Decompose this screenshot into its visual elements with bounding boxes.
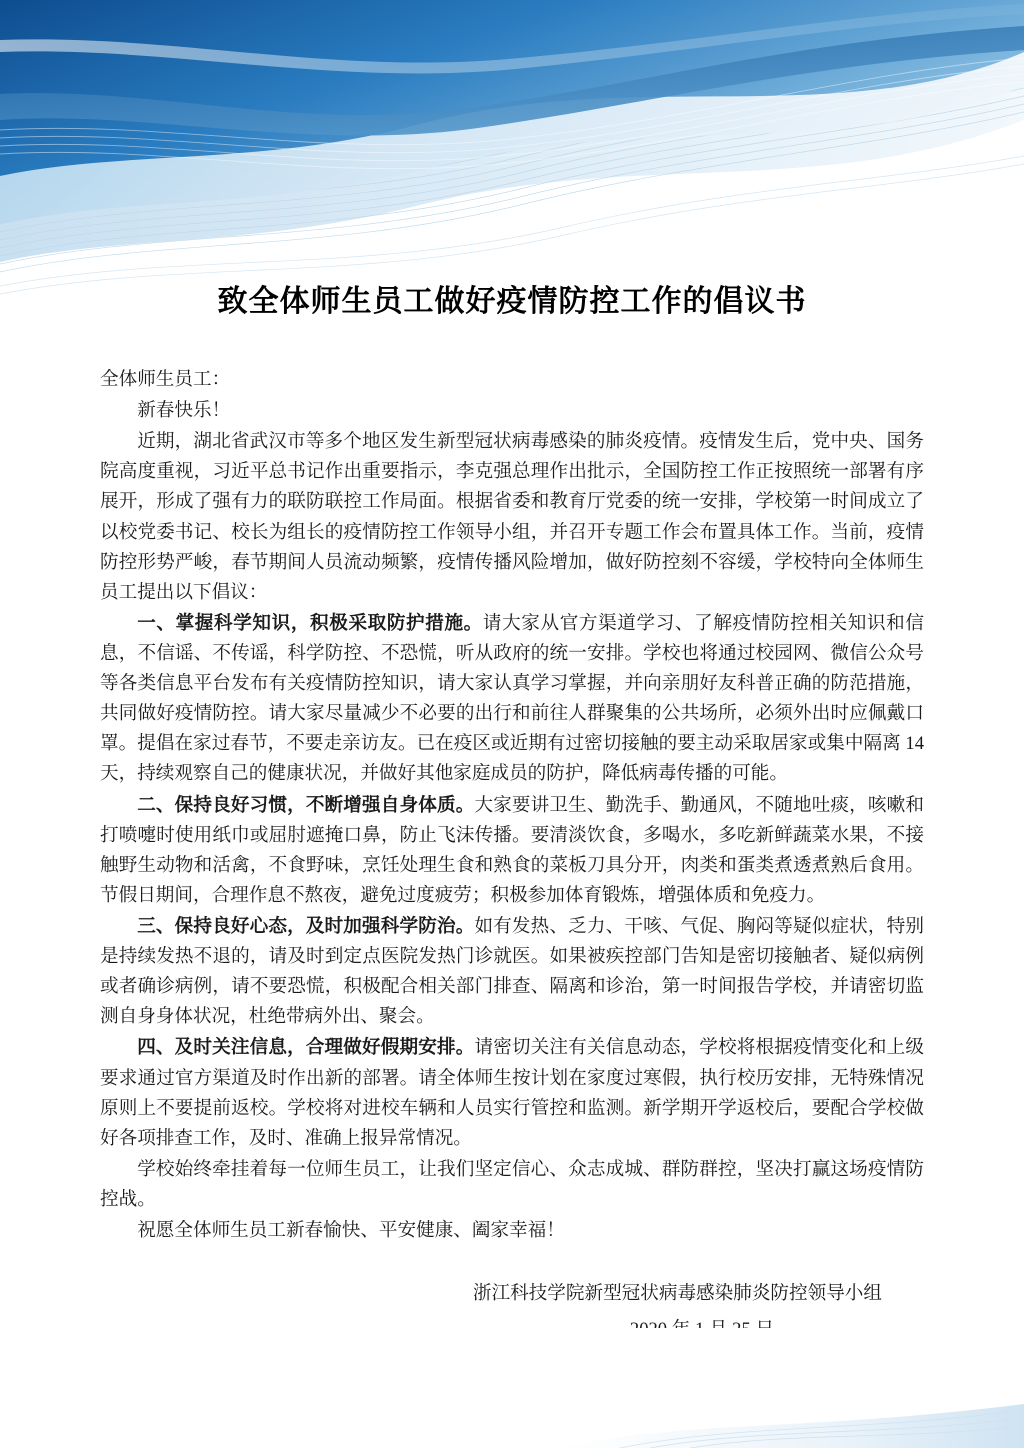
item-4-body: 请密切关注有关信息动态，学校将根据疫情变化和上级要求通过官方渠道及时作出新的部署。请全体师生按计划在家度过寒假，执行校历安排，无特殊情况原则上不要提前返校。学校将对进校车辆和人员实行管控和监测。新学期开学返校后，要配合学校做好各项排查工作，及时、准确上报异常情况。 [100,1037,924,1149]
closing-paragraph-2: 祝愿全体师生员工新春愉快、平安健康、阖家幸福！ [137,1220,565,1242]
greeting: 新春快乐！ [137,400,231,422]
item-4 [100,1033,924,1153]
intro-paragraph: 近期，湖北省武汉市等多个地区发生新型冠状病毒感染的肺炎疫情。疫情发生后，党中央、国务院高度重视，习近平总书记作出重要指示，李克强总理作出批示，全国防控工作正按照统一部署有序展开，形成了强有力的联防联控工作局面。根据省委和教育厅党委的统一安排，学校第一时间成立了以校党委书记、校长为组长的疫情防控工作领导小组，并召开专题工作会布置具体工作。当前，疫情防控形势严峻，春节期间人员流动频繁，疫情传播风险增加，做好防控刻不容缓，学校特向全体师生员工提出以下倡议： [100,431,924,603]
item-2 [100,791,924,911]
item-3-heading: 三、保持良好心态，及时加强科学防治。 [137,915,475,937]
salutation: 全体师生员工： [100,369,231,390]
item-1 [100,609,924,790]
item-1-body: 请大家从官方渠道学习、了解疫情防控相关知识和信息，不信谣、不传谣，科学防控、不恐慌，听从政府的统一安排。学校也将通过校园网、微信公众号等各类信息平台发布有关疫情防控知识，请大家认真学习掌握，并向亲朋好友科普正确的防范措施，共同做好疫情防控。请大家尽量减少不必要的出行和前往人群聚集的公共场所，必须外出时应佩戴口罩。提倡在家过春节，不要走亲访友。已在疫区或近期有过密切接触的要主动采取居家或集中隔离 14 天，持续观察自己的健康状况，并做好其他家庭成员的防护，降低病毒传播的可能。 [100,612,924,785]
banner-graphic [0,0,1024,300]
item-3-body: 如有发热、乏力、干咳、气促、胸闷等疑似症状，特别是持续发热不退的，请及时到定点医院发热门诊就医。如果被疾控部门告知是密切接触者、疑似病例或者确诊病例，请不要恐慌，积极配合相关部门排查、隔离和诊治，第一时间报告学校，并请密切监测自身身体状况，杜绝带病外出、聚会。 [100,915,924,1028]
item-3 [100,912,924,1032]
document-body [0,282,1024,1347]
item-2-body: 大家要讲卫生、勤洗手、勤通风，不随地吐痰，咳嗽和打喷嚏时使用纸巾或屈肘遮掩口鼻，防止飞沫传播。要清淡饮食，多喝水，多吃新鲜蔬菜水果，不接触野生动物和活禽，不食野味，烹饪处理生食和熟食的菜板刀具分开，肉类和蛋类煮透煮熟后食用。节假日期间，合理作息不熬夜，避免过度疲劳；积极参加体育锻炼，增强体质和免疫力。 [100,794,924,906]
closing-paragraph-1: 学校始终牵挂着每一位师生员工，让我们坚定信心、众志成城、群防群控，坚决打赢这场疫情防控战。 [100,1158,924,1210]
page-title: 致全体师生员工做好疫情防控工作的倡议书 [217,285,807,318]
signature-organization: 浙江科技学院新型冠状病毒感染肺炎防控领导小组 [472,1283,882,1305]
header-decoration-banner [0,0,1024,300]
footer-graphic [0,1328,1024,1448]
item-4-heading: 四、及时关注信息，合理做好假期安排。 [137,1037,475,1059]
document-content [100,365,924,1246]
item-2-heading: 二、保持良好习惯，不断增强自身体质。 [137,794,475,816]
footer-decoration [0,1328,1024,1448]
item-1-heading: 一、掌握科学知识，积极采取防护措施。 [137,612,483,634]
